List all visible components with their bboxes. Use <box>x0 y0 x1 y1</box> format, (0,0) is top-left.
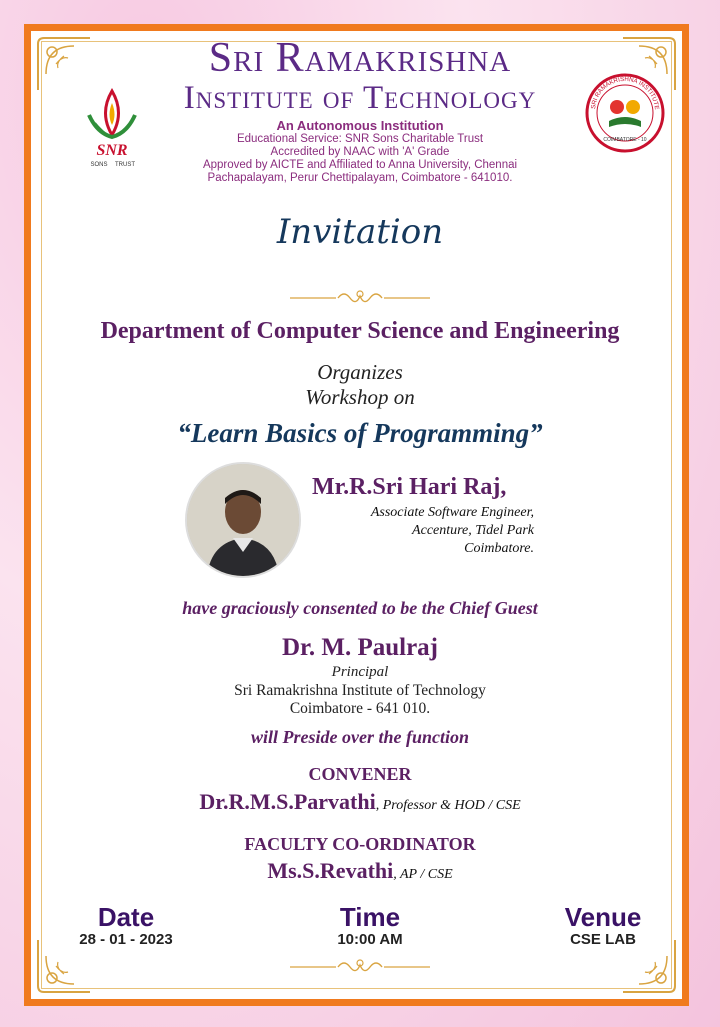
workshop-title: “Learn Basics of Programming” <box>177 418 543 448</box>
chief-guest-statement: have graciously consented to be the Chief Guest <box>182 598 538 618</box>
svg-text:TRUST: TRUST <box>115 162 135 168</box>
svg-text:SRI RAMAKRISHNA INSTITUTE OF T: SRI RAMAKRISHNA INSTITUTE <box>590 75 661 111</box>
address-info: Pachapalayam, Perur Chettipalayam, Coimbatore - 641010. <box>207 172 513 184</box>
coordinator-name: Ms.S.Revathi <box>267 858 394 883</box>
coordinator-role: , AP / CSE <box>393 867 453 882</box>
svg-text:COIMBATORE - 10: COIMBATORE - 10 <box>603 137 647 143</box>
time-value: 10:00 AM <box>337 931 403 948</box>
guest-company: Accenture, Tidel Park <box>412 523 534 538</box>
convener-line <box>0 789 720 815</box>
invitation-heading: Invitation <box>276 212 444 252</box>
venue-value: CSE LAB <box>570 931 636 948</box>
date-value: 28 - 01 - 2023 <box>79 931 173 948</box>
convener-name: Dr.R.M.S.Parvathi <box>199 789 376 814</box>
guest-designation: Associate Software Engineer, <box>370 505 534 520</box>
institution-name-line1: Sri Ramakrishna <box>208 35 512 81</box>
coordinator-heading: FACULTY CO-ORDINATOR <box>244 834 476 854</box>
principal-role: Principal <box>331 664 389 680</box>
svg-text:SONS: SONS <box>90 162 108 168</box>
time-block <box>280 902 460 948</box>
principal-city: Coimbatore - 641 010. <box>289 700 431 717</box>
principal-name: Dr. M. Paulraj <box>282 634 438 661</box>
principal-institution: Sri Ramakrishna Institute of Technology <box>234 682 486 699</box>
chief-guest-details <box>312 504 534 558</box>
institution-name-line2: Institute of Technology <box>183 80 537 116</box>
venue-label: Venue <box>564 902 642 932</box>
ornamental-divider-bottom-icon <box>0 955 720 980</box>
guest-city: Coimbatore. <box>464 541 534 556</box>
workshop-on-label: Workshop on <box>305 385 415 409</box>
venue-block <box>513 902 693 948</box>
convener-heading: CONVENER <box>308 764 412 784</box>
convener-role: , Professor & HOD / CSE <box>375 798 521 813</box>
svg-text:SNR: SNR <box>96 142 128 159</box>
accreditation-info: Accredited by NAAC with 'A' Grade <box>270 146 450 158</box>
date-block <box>36 902 216 948</box>
time-label: Time <box>339 902 401 932</box>
ornamental-divider-icon <box>0 286 720 311</box>
service-info: Educational Service: SNR Sons Charitable Trust <box>236 133 484 145</box>
preside-statement: will Preside over the function <box>251 727 469 747</box>
organizes-text <box>0 360 720 410</box>
approval-info: Approved by AICTE and Affiliated to Anna University, Chennai <box>202 159 518 171</box>
department-name: Department of Computer Science and Engineering <box>100 318 620 344</box>
autonomous-label: An Autonomous Institution <box>276 118 444 133</box>
date-label: Date <box>97 902 155 932</box>
chief-guest-name: Mr.R.Sri Hari Raj, <box>312 474 507 500</box>
organizes-label: Organizes <box>317 360 403 384</box>
coordinator-line <box>0 858 720 884</box>
guest-photo <box>185 462 301 578</box>
